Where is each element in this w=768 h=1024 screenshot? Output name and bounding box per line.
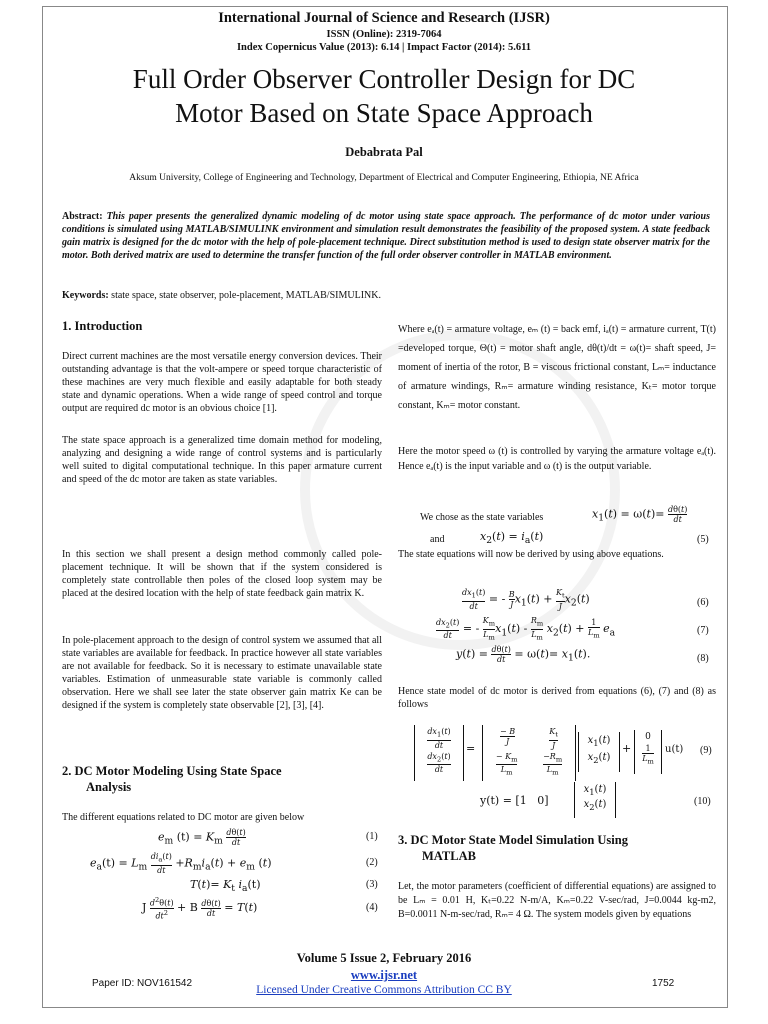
section-1-heading: 1. Introduction (62, 319, 143, 333)
equation-1: $e_m$ $(t) = K_m$ $\frac{d\theta(t)}{dt}$ (158, 828, 246, 847)
equation-8: y(t) = $\frac{d\theta(t)}{dt}$ = $\omega(t)= x_1(t)$. (456, 645, 591, 664)
speed-control-paragraph: Here the motor speed ω (t) is controlled by varying the armature voltage eₐ(t). Hence eₐ(t) is the input variable and ω (t) is the output variable. (398, 446, 716, 472)
equation-4-number: (4) (366, 902, 378, 913)
equation-7: $\frac{dx_2(t)}{dt}$ = - $\frac{K_m}{L_m}$ $x_1(t)$ - $\frac{R_m}{L_m}$ $x_2(t)$ + $\frac{1}{L_m}$ $e_a$ (436, 616, 616, 642)
abstract (62, 210, 710, 262)
input-matrix-b: 0 $\frac{1}{L_m}$ (634, 730, 662, 774)
and-label: and (430, 534, 445, 545)
affiliation: Aksum University, College of Engineering and Technology, Department of Electrical and Computer Engineering, Ethiopia, NE Africa (129, 173, 639, 183)
state-variable-choice: We chose as the state variables (420, 512, 544, 523)
equation-9-number: (9) (700, 745, 712, 756)
equation-5a: $x_1(t) = \omega(t)=$ $\frac{d\theta(t)}{dt}$ (592, 505, 688, 524)
journal-url-link[interactable]: www.ijsr.net (350, 968, 418, 982)
matrix-equals: = (466, 742, 476, 755)
state-derivative-vector: $\frac{dx_1(t)}{dt}$ $\frac{dx_2(t)}{dt}$ (414, 725, 464, 781)
intro-paragraph-3: In this section we shall present a design method commonly called pole-placement technique. It will be shown that if the system considered is completely state controllable then poles of the closed loop system may be placed at the desired location with the help of state feedback gain matrix K. (62, 549, 382, 599)
equation-2: $e_a(t) = L_m$ $\frac{di_a(t)}{dt}$ $+R_mi_a(t) + e_m$ (t) (90, 852, 272, 875)
abstract-text: This paper presents the generalized dynamic modeling of dc motor using state space approach. The performance of dc motor under various conditions is simulated using MATLAB/SIMULINK environment and simulation result demonstrates the feasibility of the proposed system. A state feedback gain matrix is designed for the dc motor with the help of pole-placement technique. Direct substitution method is used to design state observer matrix for the motor. Both derived matrix are used to determine the transfer function of the full order observer controller in MATLAB environment. (62, 211, 711, 261)
state-equations-intro: The state equations will now be derived by using above equations. (398, 549, 664, 560)
intro-paragraph-2: The state space approach is a generalized time domain method for modeling, analyzing and designing a wide range of control systems and is particularly well suited to digital computational technique. In this paper armature current and speed of the dc motor are taken as state variables. (62, 435, 382, 485)
motor-parameters: Let, the motor parameters (coefficient of differential equations) are assigned to be Lₘ = 0.01 H, Kₜ=0.22 N-m/A, Kₘ=0.22 V-sec/rad, J=0.0044 kg-m2, B=0.0011 N-m-sec/rad, Rₘ= 4 Ω. The system models given by equations (398, 881, 716, 920)
title-line-1: Full Order Observer Controller Design for DC (132, 64, 636, 94)
state-vector: $x_1(t)$ $x_2(t)$ (578, 732, 620, 772)
license-link[interactable]: Licensed Under Creative Commons Attribution CC BY (256, 984, 512, 996)
abstract-label: Abstract: (62, 211, 103, 222)
output-state-vector: $x_1(t)$ $x_2(t)$ (574, 782, 616, 818)
keywords (62, 290, 710, 301)
volume-issue: Volume 5 Issue 2, February 2016 (296, 951, 472, 965)
section-3-heading (398, 832, 718, 864)
page-number: 1752 (652, 978, 675, 989)
equation-10-number: (10) (694, 796, 711, 807)
author-name: Debabrata Pal (345, 145, 423, 159)
equation-1-number: (1) (366, 831, 378, 842)
equation-6-number: (6) (697, 597, 709, 608)
journal-index: Index Copernicus Value (2013): 6.14 | Impact Factor (2014): 5.611 (236, 42, 532, 53)
journal-issn: ISSN (Online): 2319-7064 (326, 29, 442, 40)
equation-7-number: (7) (697, 625, 709, 636)
section-2-heading-line2: Analysis (86, 780, 132, 794)
section-3-heading-line2: MATLAB (422, 849, 476, 863)
state-model-intro: Hence state model of dc motor is derived from equations (6), (7) and (8) as follows (398, 686, 716, 710)
matrix-plus: + (622, 742, 632, 755)
intro-paragraph-4: In pole-placement approach to the design of control system we assumed that all state variables are available for feedback. In practice however all state variables are not available for feedback. So it is necessary to estimate unavailable state variables. Estimation of unmeasurable state variable is commonly called observation. Here we shall see later the state observer gain matrix Ke can be designed if the system is completely state observable [2], [3], [4]. (62, 635, 382, 711)
output-equation: y(t) = [1 0] (480, 794, 549, 807)
equation-3-number: (3) (366, 879, 378, 890)
equation-8-number: (8) (697, 653, 709, 664)
journal-name: International Journal of Science and Research (IJSR) (218, 10, 550, 26)
modeling-intro: The different equations related to DC motor are given below (62, 812, 305, 823)
keywords-label: Keywords: (62, 290, 109, 301)
keywords-text: state space, state observer, pole-placement, MATLAB/SIMULINK. (111, 290, 381, 301)
paper-title (0, 62, 768, 130)
equation-5-number: (5) (697, 534, 709, 545)
paper-id: Paper ID: NOV161542 (92, 978, 193, 989)
section-3-heading-line1: 3. DC Motor State Model Simulation Using (398, 833, 628, 847)
input-u: u(t) (665, 744, 684, 755)
equation-3: $T(t)= K_t$ $i_a(t)$ (190, 878, 261, 895)
section-2-heading-line1: 2. DC Motor Modeling Using State Space (62, 764, 282, 778)
intro-paragraph-1: Direct current machines are the most versatile energy conversion devices. Their outstanding advantage is that the volt-ampere or speed torque characteristic of these machines are very much flexible and easily adaptable for both steady state and dynamic operations. When a wide range of speed control and torque output are required dc motor is an obvious choice [1]. (62, 351, 382, 414)
title-line-2: Motor Based on State Space Approach (175, 98, 593, 128)
section-2-heading (62, 763, 382, 795)
system-matrix-a: $\frac{- B}{J}$ $\frac{K_t}{J}$ $\frac{- K_m}{L_m}$ $\frac{-R_m}{L_m}$ (482, 725, 576, 781)
variable-definitions: Where eₐ(t) = armature voltage, eₘ (t) = back emf, iₐ(t) = armature current, T(t) =developed torque, Θ(t) = motor shaft angle, dθ(t)/dt = ω(t)= shaft speed, J= moment of inertia of the rotor, B = viscous frictional constant, Lₘ= inductance of armature windings, Rₘ= armature winding resistance, Kₜ= motor torque constant, Kₘ= motor constant. (398, 324, 716, 411)
equation-4: J $\frac{d^2\theta(t)}{dt^2}$ + B $\frac{d\theta(t)}{dt}$ = T(t) (142, 896, 258, 921)
equation-2-number: (2) (366, 857, 378, 868)
equation-5b: $x_2(t) = i_a(t)$ (480, 530, 544, 547)
equation-6: $\frac{dx_1(t)}{dt}$ = - $\frac{B}{J}$ $x_1(t)$ + $\frac{K_t}{J}$ $x_2(t)$ (462, 588, 590, 611)
